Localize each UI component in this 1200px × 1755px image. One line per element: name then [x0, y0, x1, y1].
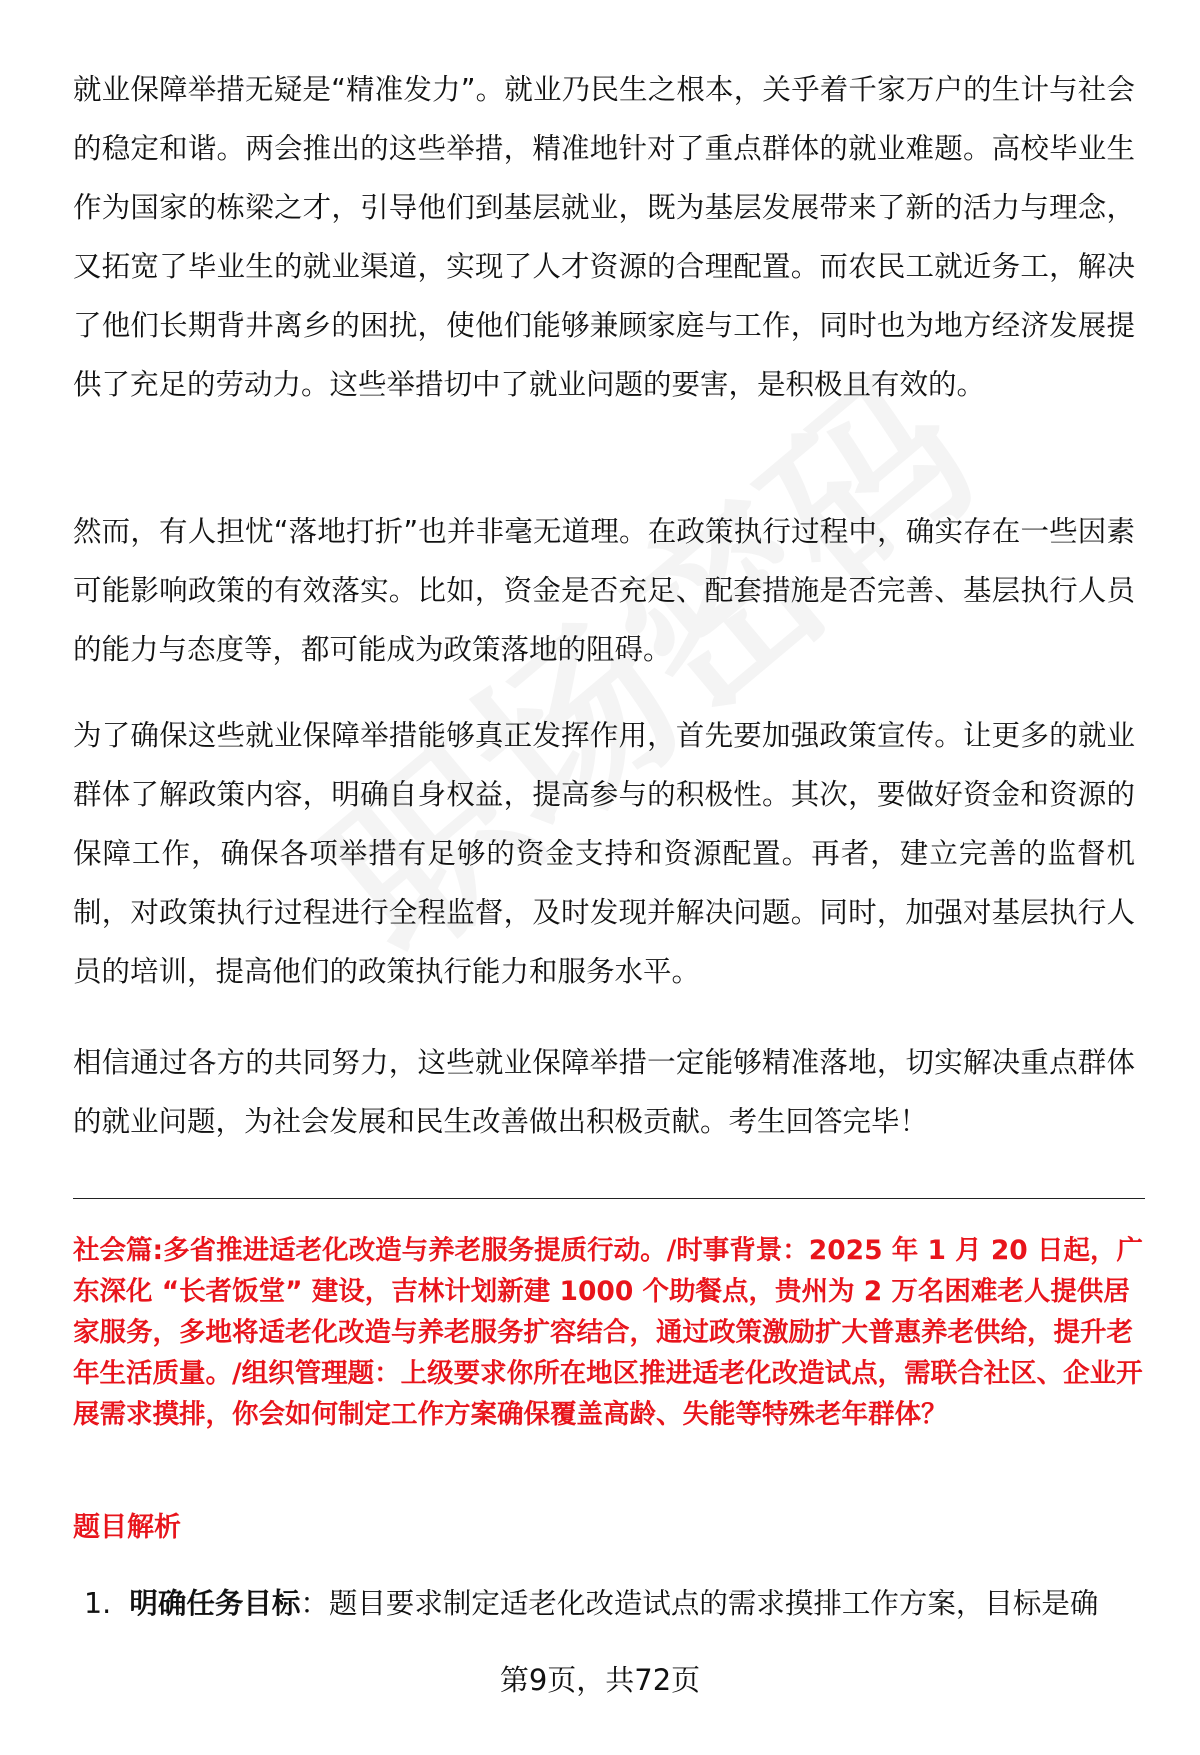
list-item-text: ：题目要求制定适老化改造试点的需求摸排工作方案，目标是确 — [300, 1587, 1099, 1620]
page-footer: 第9页，共72页 — [499, 1663, 701, 1697]
list-number: 1. — [84, 1587, 112, 1620]
section-title: 题目解析 — [73, 1512, 181, 1543]
paragraph-2: 然而，有人担忧“落地打折”也并非毫无道理。在政策执行过程中，确实存在一些因素可能影响政策的有效落实。比如，资金是否充足、配套措施是否完善、基层执行人员的能力与态度等，都可能成为政策落地的阻碍。 — [73, 515, 1135, 666]
list-item — [84, 1582, 1098, 1626]
list-item-title: 明确任务目标 — [129, 1587, 301, 1620]
paragraph-1: 就业保障举措无疑是“精准发力”。就业乃民生之根本，关乎着千家万户的生计与社会的稳定和谐。两会推出的这些举措，精准地针对了重点群体的就业难题。高校毕业生作为国家的栋梁之才，引导他们到基层就业，既为基层发展带来了新的活力与理念，又拓宽了毕业生的就业渠道，实现了人才资源的合理配置。而农民工就近务工，解决了他们长期背井离乡的困扰，使他们能够兼顾家庭与工作，同时也为地方经济发展提供了充足的劳动力。这些举措切中了就业问题的要害，是积极且有效的。 — [73, 73, 1135, 401]
paragraph-3: 为了确保这些就业保障举措能够真正发挥作用，首先要加强政策宣传。让更多的就业群体了解政策内容，明确自身权益，提高参与的积极性。其次，要做好资金和资源的保障工作，确保各项举措有足够的资金支持和资源配置。再者，建立完善的监督机制，对政策执行过程进行全程监督，及时发现并解决问题。同时，加强对基层执行人员的培训，提高他们的政策执行能力和服务水平。 — [73, 719, 1135, 988]
paragraph-4: 相信通过各方的共同努力，这些就业保障举措一定能够精准落地，切实解决重点群体的就业问题，为社会发展和民生改善做出积极贡献。考生回答完毕！ — [73, 1046, 1135, 1138]
question-text: 社会篇:多省推进适老化改造与养老服务提质行动。/时事背景：2025 年 1 月 20 日起，广东深化 “长者饭堂” 建设，吉林计划新建 1000 个助餐点，贵州为 2 万名困难老人提供居家服务，多地将适老化改造与养老服务扩容结合，通过政策激励扩大普惠养老供给，提升老年生活质量。/组织管理题：上级要求你所在地区推进适老化改造试点，需联合社区、企业开展需求摸排，你会如何制定工作方案确保覆盖高龄、失能等特殊老年群体？ — [73, 1235, 1143, 1430]
divider — [73, 1198, 1145, 1199]
